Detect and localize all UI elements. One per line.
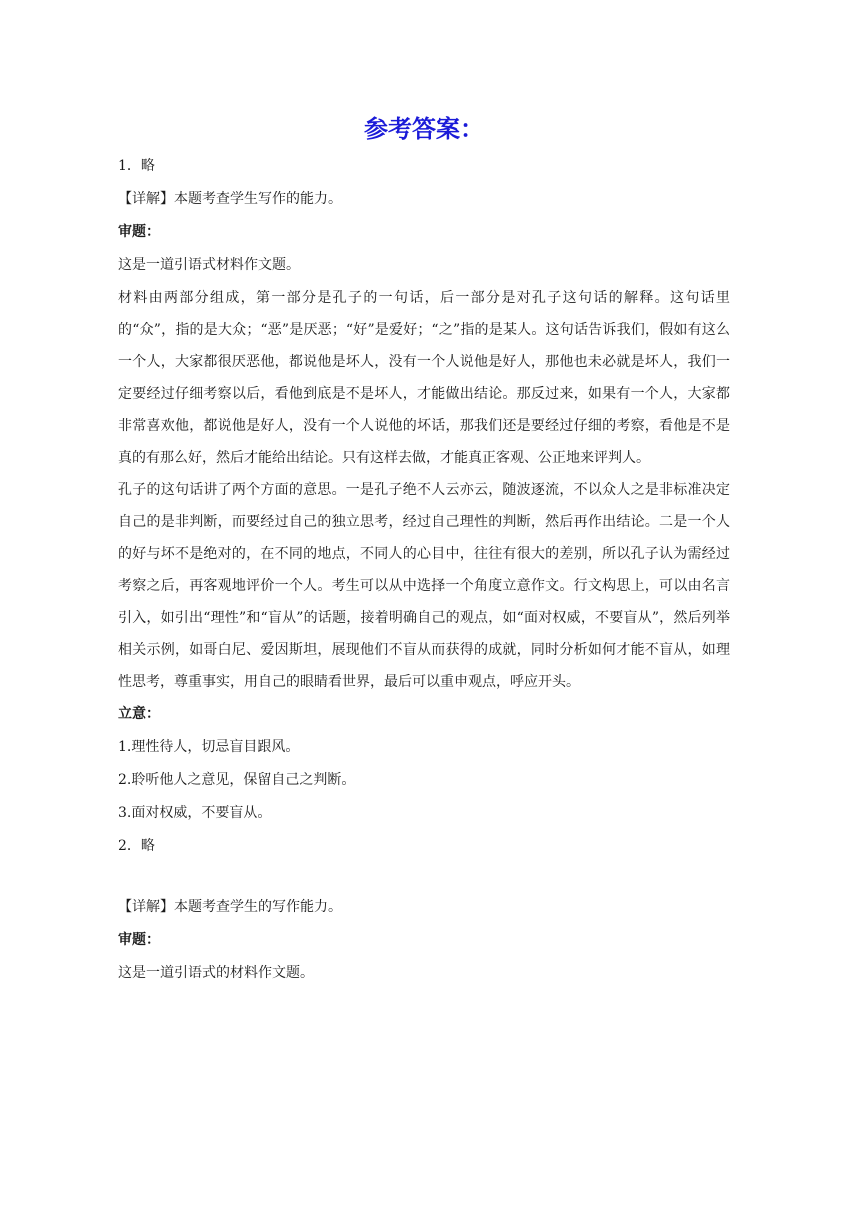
q2-intro: 这是一道引语式的材料作文题。 [118,965,314,981]
q2-number: 2．略 [118,838,155,854]
q1-paragraph-2: 孔子的这句话讲了两个方面的意思。一是孔子绝不人云亦云，随波逐流，不以众人之是非标准决定自己的是非判断，而要经过自己的独立思考，经过自己理性的判断，然后再作出结论。二是一个人的好与坏不是绝对的，在不同的地点，不同人的心目中，往往有很大的差别，所以孔子认为需经过考察之后，再客观地评价一个人。考生可以从中选择一个角度立意作文。行文构思上，可以由名言引入，如引出“理性”和“盲从”的话题，接着明确自己的观点，如“面对权威，不要盲从”，然后列举相关示例，如哥白尼、爱因斯坦，展现他们不盲从而获得的成就，同时分析如何才能不盲从，如理性思考，尊重事实，用自己的眼睛看世界，最后可以重申观点，呼应开头。 [118,482,730,690]
q1-detail: 【详解】本题考查学生写作的能力。 [118,191,342,207]
q1-number: 1．略 [118,158,155,174]
q1-paragraph-1: 材料由两部分组成，第一部分是孔子的一句话，后一部分是对孔子这句话的解释。这句话里的“众”，指的是大众；“恶”是厌恶；“好”是爱好；“之”指的是某人。这句话告诉我们，假如有这么一个人，大家都很厌恶他，都说他是坏人，没有一个人说他是好人，那他也未必就是坏人，我们一定要经过仔细考察以后，看他到底是不是坏人，才能做出结论。那反过来，如果有一个人，大家都非常喜欢他，都说他是好人，没有一个人说他的坏话，那我们还是要经过仔细的考察，看他是不是真的有那么好，然后才能给出结论。只有这样去做，才能真正客观、公正地来评判人。 [118,290,730,466]
q1-liyi-label: 立意： [118,706,160,722]
q1-point-1: 1.理性待人，切忌盲目跟风。 [118,739,300,755]
answer-page [118,112,730,996]
q1-point-3: 3.面对权威，不要盲从。 [118,805,272,821]
q2-shenti-label: 审题： [118,932,160,948]
q1-intro: 这是一道引语式材料作文题。 [118,257,300,273]
spacer [118,869,730,897]
q2-detail: 【详解】本题考查学生的写作能力。 [118,899,342,915]
q1-point-2: 2.聆听他人之意见，保留自己之判断。 [118,772,356,788]
page-title: 参考答案： [364,115,484,143]
q1-shenti-label: 审题： [118,224,160,240]
